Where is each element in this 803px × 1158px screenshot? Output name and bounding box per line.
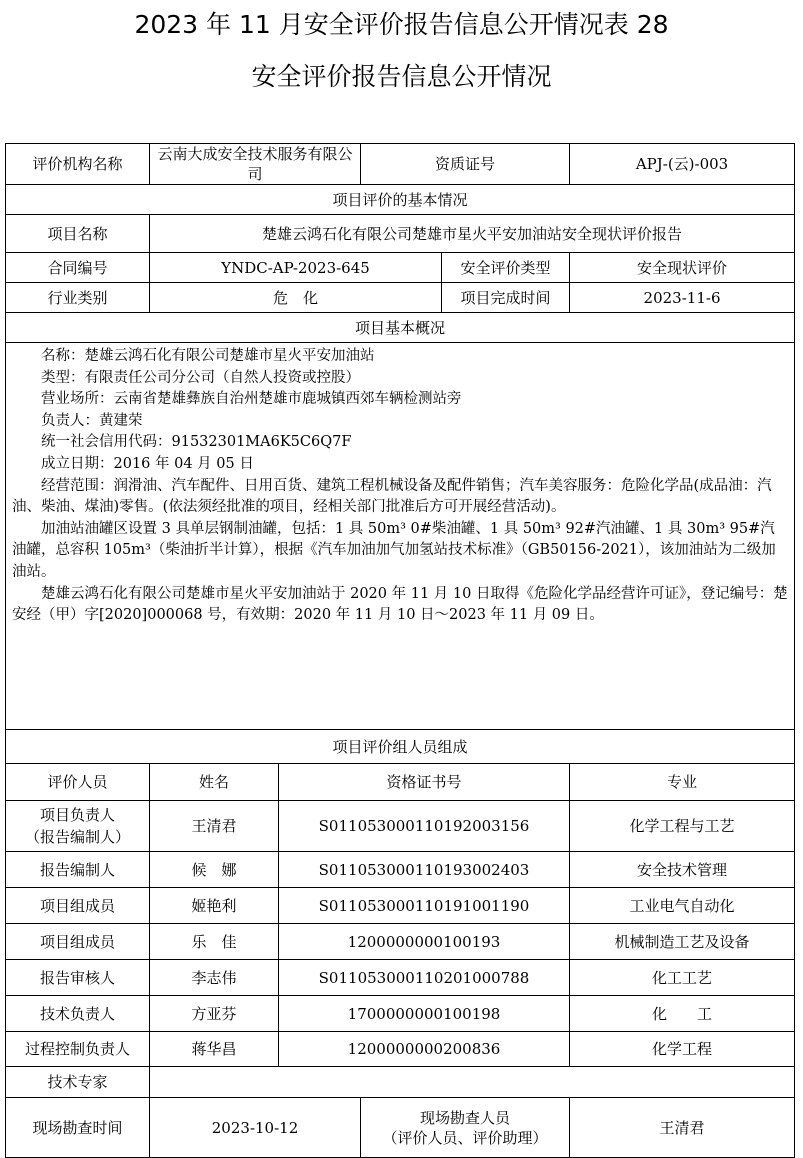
- member-name: 方亚芬: [150, 996, 279, 1032]
- complete-date-label: 项目完成时间: [442, 283, 570, 313]
- overview-founded: 成立日期：2016 年 04 月 05 日: [41, 455, 254, 472]
- project-name-row: [6, 215, 795, 253]
- member-major: 化学工程: [570, 1032, 795, 1067]
- table-row: [6, 888, 795, 924]
- overview-scope: 经营范围：润滑油、汽车配件、日用百货、建筑工程机械设备及配件销售；汽车美容服务：危险化学品(成品油：汽油、柴油、煤油)零售。(依法须经批准的项目，经相关部门批准后方可开展经营活动)。: [12, 477, 772, 516]
- member-role: 技术负责人: [6, 996, 150, 1032]
- member-major: 化学工程与工艺: [570, 801, 795, 852]
- contract-row: [6, 253, 795, 283]
- member-major: 安全技术管理: [570, 852, 795, 888]
- table-row: [6, 1032, 795, 1067]
- overview-row: [6, 343, 795, 730]
- survey-time-label: 现场勘查时间: [6, 1098, 150, 1158]
- overview-tanks: 加油站油罐区设置 3 具单层钢制油罐，包括：1 具 50m³ 0#柴油罐、1 具 50m³ 92#汽油罐、1 具 30m³ 95#汽油罐，总容积 105m³（柴油折半计算），根据《汽车加油加气加氢站技术标准》（GB50156-2021），该加油站为二级加油站。: [12, 520, 776, 580]
- survey-staff-label-line2: （评价人员、评价助理）: [382, 1128, 548, 1147]
- member-role: 项目组成员: [6, 888, 150, 924]
- overview-owner: 负责人：黄建荣: [41, 412, 143, 429]
- member-name: 蒋华昌: [150, 1032, 279, 1067]
- member-major: 工业电气自动化: [570, 888, 795, 924]
- member-major: 机械制造工艺及设备: [570, 924, 795, 960]
- survey-row: [6, 1098, 795, 1158]
- team-header-cert: 资格证书号: [279, 764, 570, 801]
- member-cert: 1200000000200836: [279, 1032, 570, 1067]
- cert-value: APJ-(云)-003: [570, 144, 795, 185]
- member-name: 乐 佳: [150, 924, 279, 960]
- member-major: 化工工艺: [570, 960, 795, 996]
- industry-row: [6, 283, 795, 313]
- expert-value: [150, 1067, 795, 1098]
- survey-staff-label-line1: 现场勘查人员: [420, 1108, 511, 1127]
- member-role: 项目负责人 （报告编制人）: [6, 801, 150, 852]
- survey-staff-label: [361, 1098, 570, 1158]
- team-header-row: [6, 764, 795, 801]
- member-name: 李志伟: [150, 960, 279, 996]
- member-role: 项目组成员: [6, 924, 150, 960]
- contract-label: 合同编号: [6, 253, 150, 283]
- member-name: 姬艳利: [150, 888, 279, 924]
- overview-license: 楚雄云鸿石化有限公司楚雄市星火平安加油站于 2020 年 11 月 10 日取得《危险化学品经营许可证》，登记编号：楚安经（甲）字[2020]000068 号，有效期：2020 年 11 月 10 日～2023 年 11 月 09 日。: [12, 585, 788, 624]
- project-name-label: 项目名称: [6, 215, 150, 253]
- overview-name: 名称：楚雄云鸿石化有限公司楚雄市星火平安加油站: [41, 348, 375, 364]
- member-role: 报告编制人: [6, 852, 150, 888]
- overview-address: 营业场所：云南省楚雄彝族自治州楚雄市鹿城镇西郊车辆检测站旁: [41, 391, 462, 408]
- member-cert: 1200000000100193: [279, 924, 570, 960]
- table-row: [6, 924, 795, 960]
- org-value: 云南大成安全技术服务有限公司: [150, 144, 361, 185]
- disclosure-table: [5, 143, 795, 1158]
- overview-content: [6, 343, 795, 730]
- cert-label: 资质证号: [361, 144, 570, 185]
- contract-value: YNDC-AP-2023-645: [150, 253, 442, 283]
- table-row: [6, 960, 795, 996]
- expert-label: 技术专家: [6, 1067, 150, 1098]
- industry-label: 行业类别: [6, 283, 150, 313]
- overview-type: 类型：有限责任公司分公司（自然人投资或控股）: [41, 369, 360, 386]
- table-row: [6, 996, 795, 1032]
- team-header-major: 专业: [570, 764, 795, 801]
- member-role: 过程控制负责人: [6, 1032, 150, 1067]
- survey-time-value: 2023-10-12: [150, 1098, 361, 1158]
- member-cert: S011053000110192003156: [279, 801, 570, 852]
- member-cert: S011053000110201000788: [279, 960, 570, 996]
- table-row: [6, 801, 795, 852]
- project-name-value: 楚雄云鸿石化有限公司楚雄市星火平安加油站安全现状评价报告: [150, 215, 795, 253]
- member-major: 化 工: [570, 996, 795, 1032]
- member-name: 候 娜: [150, 852, 279, 888]
- eval-type-label: 安全评价类型: [442, 253, 570, 283]
- member-role: 报告审核人: [6, 960, 150, 996]
- team-header-name: 姓名: [150, 764, 279, 801]
- org-label: 评价机构名称: [6, 144, 150, 185]
- overview-credit-code: 统一社会信用代码：91532301MA6K5C6Q7F: [41, 434, 352, 451]
- industry-value: 危 化: [150, 283, 442, 313]
- team-section-title: 项目评价组人员组成: [6, 730, 795, 764]
- overview-section-title: 项目基本概况: [6, 313, 795, 343]
- team-header-role: 评价人员: [6, 764, 150, 801]
- basic-section-title: 项目评价的基本情况: [6, 185, 795, 215]
- expert-row: [6, 1067, 795, 1098]
- survey-staff-value: 王清君: [570, 1098, 795, 1158]
- member-cert: 1700000000100198: [279, 996, 570, 1032]
- document-title: 2023 年 11 月安全评价报告信息公开情况表 28: [134, 10, 669, 39]
- org-row: [6, 144, 795, 185]
- member-cert: S011053000110193002403: [279, 852, 570, 888]
- document-subtitle: 安全评价报告信息公开情况: [251, 62, 552, 91]
- table-row: [6, 852, 795, 888]
- complete-date-value: 2023-11-6: [570, 283, 795, 313]
- member-name: 王清君: [150, 801, 279, 852]
- member-cert: S011053000110191001190: [279, 888, 570, 924]
- eval-type-value: 安全现状评价: [570, 253, 795, 283]
